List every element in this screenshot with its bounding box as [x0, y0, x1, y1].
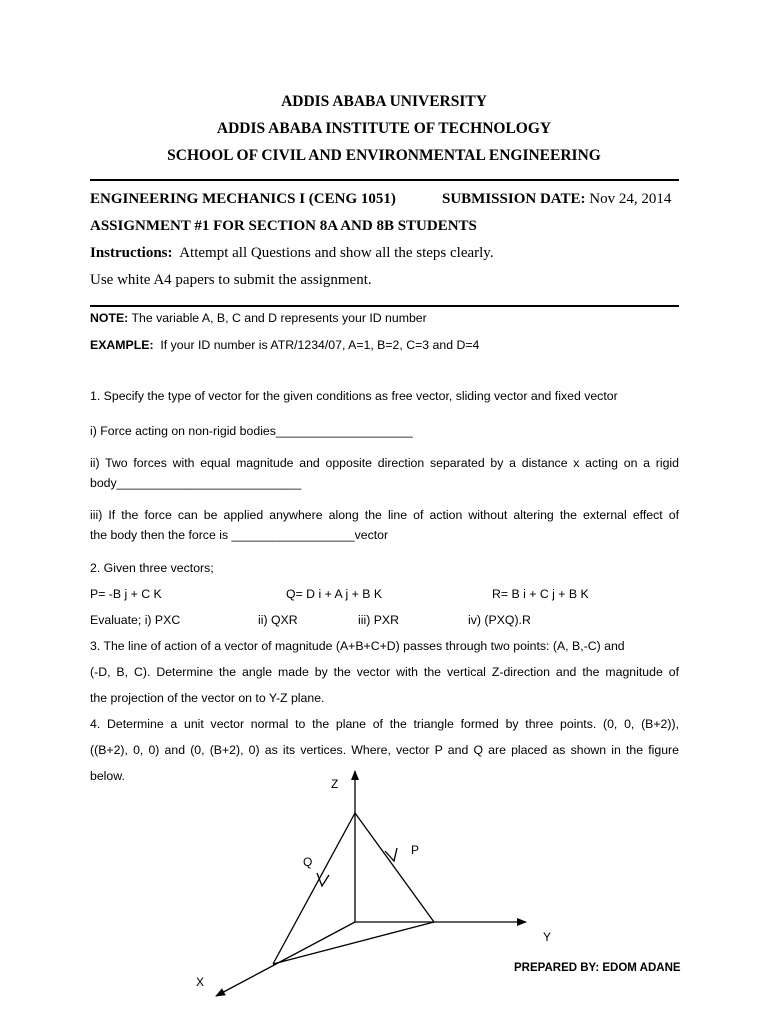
instructions-label: Instructions: [90, 245, 173, 261]
q4-line3: below. [90, 769, 125, 783]
q2-prompt: 2. Given three vectors; [90, 561, 214, 575]
course-title: ENGINEERING MECHANICS I (CENG 1051) [90, 191, 396, 207]
q1-prompt: 1. Specify the type of vector for the given conditions as free vector, sliding vector and fixed vector [90, 389, 618, 403]
q-label: Q [303, 855, 313, 869]
institute-title: ADDIS ABABA INSTITUTE OF TECHNOLOGY [216, 120, 552, 137]
evaluate-iii: iii) PXR [358, 613, 399, 627]
vector-r: R= B i + C j + B K [492, 587, 589, 601]
assignment-title: ASSIGNMENT #1 FOR SECTION 8A AND 8B STUDENTS [90, 218, 477, 234]
q1-item-iii-line1: iii) If the force can be applied anywhere along the line of action without altering the external effect of [90, 508, 679, 522]
papers-instruction: Use white A4 papers to submit the assignment. [90, 272, 372, 288]
p-label: P [411, 843, 420, 857]
vector-q: Q= D i + A j + B K [286, 587, 383, 601]
evaluate-ii: ii) QXR [258, 613, 298, 627]
prepared-by: PREPARED BY: EDOM ADANE [514, 962, 681, 974]
university-title: ADDIS ABABA UNIVERSITY [281, 93, 487, 110]
submission-label: SUBMISSION DATE: [442, 191, 586, 207]
q1-item-iii-line2: the body then the force is __________________vector [90, 528, 389, 542]
evaluate-i: Evaluate; i) PXC [90, 613, 181, 627]
note-label: NOTE: [90, 311, 129, 325]
evaluate-iv: iv) (PXQ).R [468, 613, 531, 627]
q3-line3: the projection of the vector on to Y-Z plane. [90, 691, 325, 705]
example-text: If your ID number is ATR/1234/07, A=1, B=2, C=3 and D=4 [160, 338, 480, 352]
q3-line1: 3. The line of action of a vector of magnitude (A+B+C+D) passes through two points: (A, B,-C) and [90, 639, 625, 653]
example-label: EXAMPLE: [90, 338, 154, 352]
q4-line1: 4. Determine a unit vector normal to the plane of the triangle formed by three points. (0, 0, (B+2)), [90, 717, 679, 731]
p-direction-arrow [385, 848, 397, 861]
edge-p [355, 813, 434, 922]
q4-line2: ((B+2), 0, 0) and (0, (B+2), 0) as its vertices. Where, vector P and Q are placed as shown in the figure [90, 743, 679, 757]
z-axis-label: Z [331, 777, 339, 791]
x-axis [216, 922, 355, 996]
note-text: The variable A, B, C and D represents your ID number [131, 311, 427, 325]
y-axis-label: Y [543, 930, 552, 944]
q1-item-i: i) Force acting on non-rigid bodies____________________ [90, 424, 413, 438]
x-axis-label: X [196, 975, 205, 989]
q1-item-ii-line2: body___________________________ [90, 476, 302, 490]
submission-date: Nov 24, 2014 [589, 191, 672, 207]
instructions-text: Attempt all Questions and show all the steps clearly. [179, 245, 494, 261]
edge-q [273, 813, 355, 964]
q1-item-ii-line1: ii) Two forces with equal magnitude and opposite direction separated by a distance x acting on a rigid [90, 456, 679, 470]
q3-line2: (-D, B, C). Determine the angle made by the vector with the vertical Z-direction and the magnitude of [90, 665, 679, 679]
school-title: SCHOOL OF CIVIL AND ENVIRONMENTAL ENGINEERING [167, 147, 601, 164]
vector-p: P= -B j + C K [90, 587, 162, 601]
edge-base [273, 922, 434, 964]
